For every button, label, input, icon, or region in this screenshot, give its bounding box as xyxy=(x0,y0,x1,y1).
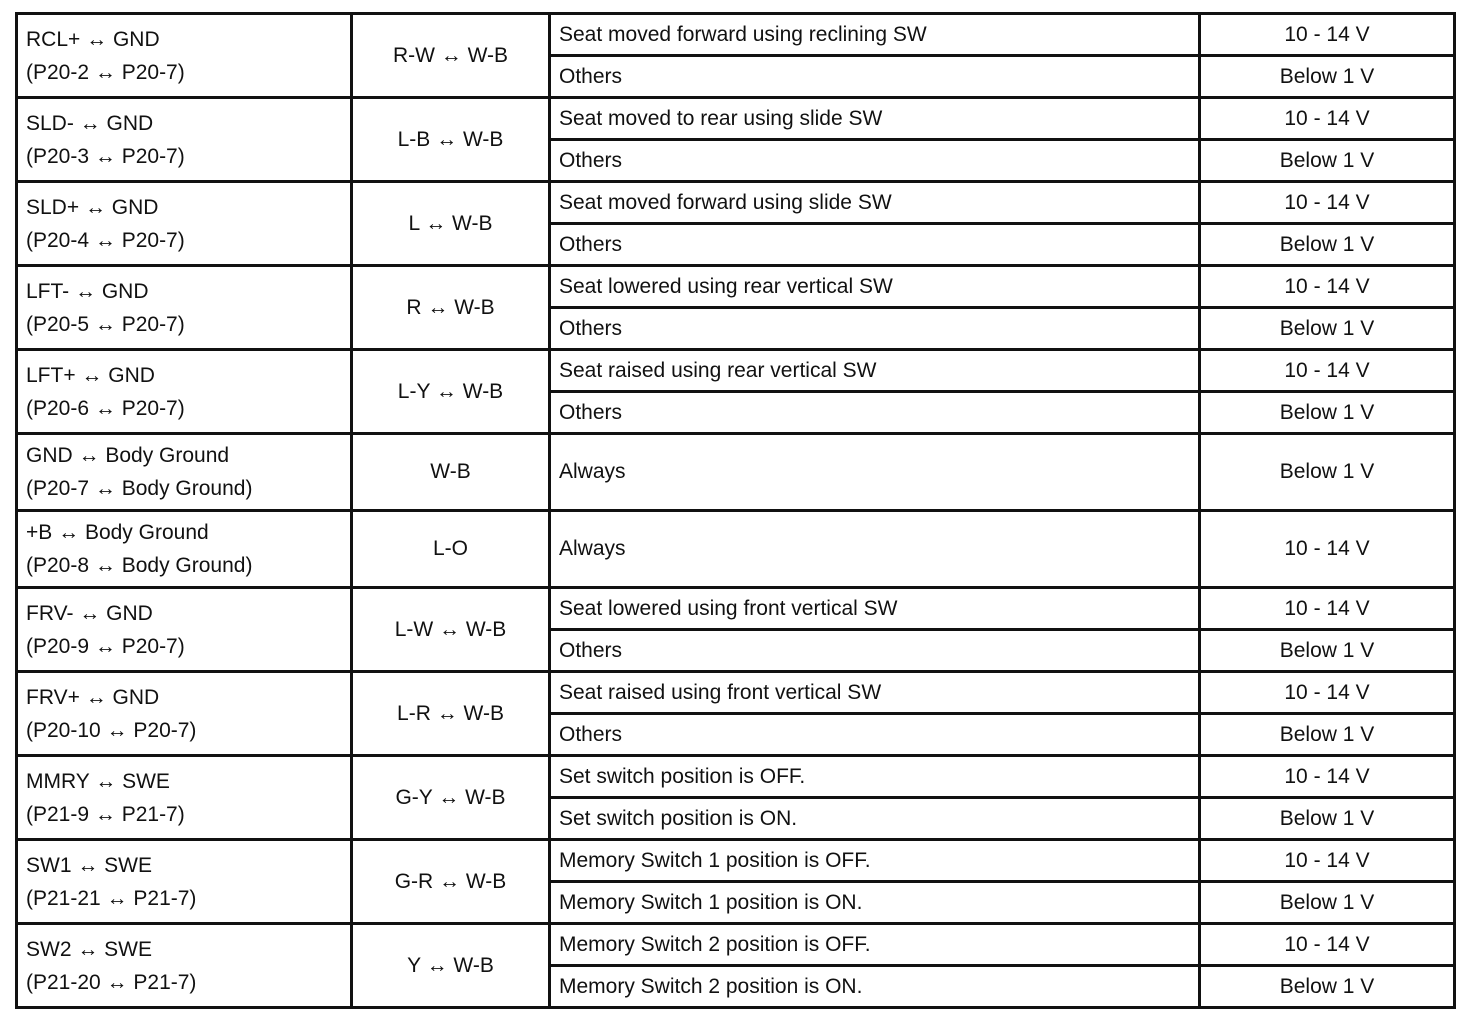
table-row xyxy=(17,840,1455,882)
wiring-color-cell: L-O xyxy=(352,511,550,588)
condition-cell: Others xyxy=(550,308,1200,350)
terminal-name: FRV+ ↔ GND xyxy=(26,685,160,709)
table-row xyxy=(17,14,1455,56)
condition-cell: Memory Switch 1 position is OFF. xyxy=(550,840,1200,882)
condition-cell: Seat moved to rear using slide SW xyxy=(550,98,1200,140)
table-row xyxy=(17,756,1455,798)
specified-condition-cell: Below 1 V xyxy=(1200,434,1455,511)
terminal-name: SW2 ↔ SWE xyxy=(26,937,153,961)
condition-cell: Set switch position is OFF. xyxy=(550,756,1200,798)
terminal-name: +B ↔ Body Ground xyxy=(26,521,209,544)
terminal-cell xyxy=(17,350,352,434)
terminal-name: FRV- ↔ GND xyxy=(26,601,153,625)
specified-condition-cell: 10 - 14 V xyxy=(1200,840,1455,882)
wiring-color-cell: L-W ↔ W-B xyxy=(352,588,550,672)
condition-cell: Seat lowered using rear vertical SW xyxy=(550,266,1200,308)
terminal-cell xyxy=(17,14,352,98)
table-row xyxy=(17,511,1455,588)
terminal-cell xyxy=(17,840,352,924)
condition-cell: Set switch position is ON. xyxy=(550,798,1200,840)
terminal-name: LFT+ ↔ GND xyxy=(26,363,155,387)
specified-condition-cell: 10 - 14 V xyxy=(1200,14,1455,56)
table-row xyxy=(17,350,1455,392)
specified-condition-cell: Below 1 V xyxy=(1200,966,1455,1008)
table-row xyxy=(17,924,1455,966)
condition-cell: Seat moved forward using slide SW xyxy=(550,182,1200,224)
wiring-color-cell: G-Y ↔ W-B xyxy=(352,756,550,840)
terminal-pins: (P20-9 ↔ P20-7) xyxy=(26,634,185,658)
terminal-name: RCL+ ↔ GND xyxy=(26,27,160,51)
specified-condition-cell: 10 - 14 V xyxy=(1200,350,1455,392)
specified-condition-cell: Below 1 V xyxy=(1200,630,1455,672)
specified-condition-cell: Below 1 V xyxy=(1200,308,1455,350)
table-row xyxy=(17,672,1455,714)
specified-condition-cell: Below 1 V xyxy=(1200,798,1455,840)
terminal-name: SLD- ↔ GND xyxy=(26,111,154,135)
table-row xyxy=(17,266,1455,308)
terminal-pins: (P21-21 ↔ P21-7) xyxy=(26,886,197,910)
condition-cell: Seat moved forward using reclining SW xyxy=(550,14,1200,56)
table-row xyxy=(17,98,1455,140)
wiring-color-cell: Y ↔ W-B xyxy=(352,924,550,1008)
condition-cell: Others xyxy=(550,224,1200,266)
wiring-color-cell: G-R ↔ W-B xyxy=(352,840,550,924)
terminal-pins: (P20-3 ↔ P20-7) xyxy=(26,144,185,168)
terminal-name: LFT- ↔ GND xyxy=(26,279,149,303)
condition-cell: Seat raised using front vertical SW xyxy=(550,672,1200,714)
specified-condition-cell: Below 1 V xyxy=(1200,224,1455,266)
terminal-cell xyxy=(17,434,352,511)
table-row xyxy=(17,182,1455,224)
terminal-cell xyxy=(17,266,352,350)
condition-cell: Others xyxy=(550,140,1200,182)
wiring-color-cell: L-R ↔ W-B xyxy=(352,672,550,756)
terminal-cell xyxy=(17,182,352,266)
terminal-name: SW1 ↔ SWE xyxy=(26,853,153,877)
table-body xyxy=(17,14,1455,1008)
terminal-cell xyxy=(17,672,352,756)
terminal-pins: (P20-5 ↔ P20-7) xyxy=(26,312,185,336)
terminal-pins: (P20-6 ↔ P20-7) xyxy=(26,396,185,420)
condition-cell: Memory Switch 2 position is OFF. xyxy=(550,924,1200,966)
condition-cell: Always xyxy=(550,511,1200,588)
table-row xyxy=(17,588,1455,630)
specified-condition-cell: 10 - 14 V xyxy=(1200,266,1455,308)
terminal-voltage-table xyxy=(15,12,1456,1009)
specified-condition-cell: 10 - 14 V xyxy=(1200,98,1455,140)
terminal-cell xyxy=(17,588,352,672)
specified-condition-cell: Below 1 V xyxy=(1200,882,1455,924)
specified-condition-cell: 10 - 14 V xyxy=(1200,756,1455,798)
terminal-cell xyxy=(17,98,352,182)
condition-cell: Others xyxy=(550,56,1200,98)
terminal-cell xyxy=(17,924,352,1008)
condition-cell: Memory Switch 2 position is ON. xyxy=(550,966,1200,1008)
wiring-color-cell: W-B xyxy=(352,434,550,511)
terminal-cell xyxy=(17,756,352,840)
specified-condition-cell: Below 1 V xyxy=(1200,714,1455,756)
wiring-color-cell: L-Y ↔ W-B xyxy=(352,350,550,434)
terminal-pins: (P20-10 ↔ P20-7) xyxy=(26,718,197,742)
terminal-name: GND ↔ Body Ground xyxy=(26,444,230,467)
wiring-color-cell: R-W ↔ W-B xyxy=(352,14,550,98)
terminal-pins: (P20-4 ↔ P20-7) xyxy=(26,228,185,252)
condition-cell: Seat raised using rear vertical SW xyxy=(550,350,1200,392)
specified-condition-cell: Below 1 V xyxy=(1200,56,1455,98)
specified-condition-cell: Below 1 V xyxy=(1200,392,1455,434)
condition-cell: Others xyxy=(550,714,1200,756)
specified-condition-cell: 10 - 14 V xyxy=(1200,182,1455,224)
condition-cell: Always xyxy=(550,434,1200,511)
terminal-pins: (P20-7 ↔ Body Ground) xyxy=(26,477,253,500)
terminal-name: MMRY ↔ SWE xyxy=(26,769,170,793)
terminal-pins: (P21-20 ↔ P21-7) xyxy=(26,970,197,994)
terminal-pins: (P20-2 ↔ P20-7) xyxy=(26,60,185,84)
table-row xyxy=(17,434,1455,511)
condition-cell: Memory Switch 1 position is ON. xyxy=(550,882,1200,924)
specified-condition-cell: 10 - 14 V xyxy=(1200,924,1455,966)
wiring-color-cell: L-B ↔ W-B xyxy=(352,98,550,182)
wiring-color-cell: R ↔ W-B xyxy=(352,266,550,350)
terminal-cell xyxy=(17,511,352,588)
specified-condition-cell: 10 - 14 V xyxy=(1200,511,1455,588)
terminal-name: SLD+ ↔ GND xyxy=(26,195,159,219)
terminal-pins: (P21-9 ↔ P21-7) xyxy=(26,802,185,826)
wiring-color-cell: L ↔ W-B xyxy=(352,182,550,266)
condition-cell: Seat lowered using front vertical SW xyxy=(550,588,1200,630)
specified-condition-cell: Below 1 V xyxy=(1200,140,1455,182)
condition-cell: Others xyxy=(550,630,1200,672)
condition-cell: Others xyxy=(550,392,1200,434)
terminal-pins: (P20-8 ↔ Body Ground) xyxy=(26,554,253,577)
specified-condition-cell: 10 - 14 V xyxy=(1200,672,1455,714)
specified-condition-cell: 10 - 14 V xyxy=(1200,588,1455,630)
